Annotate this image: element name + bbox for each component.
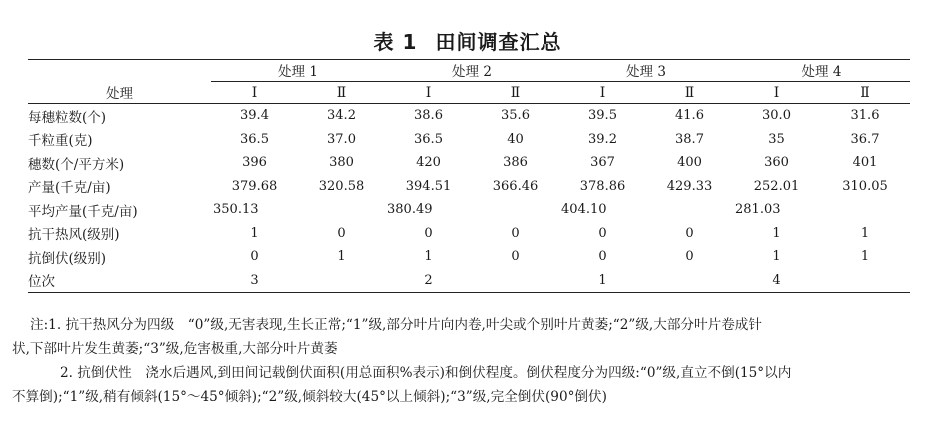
table-cell: 320.58 [318, 178, 365, 194]
table-cell: 366.46 [492, 178, 539, 194]
table-cell: 310.05 [842, 178, 888, 194]
table-cell: 380 [329, 155, 354, 171]
table-cell: 0 [511, 225, 520, 241]
table-row [28, 104, 910, 128]
table-cell: 0 [424, 225, 433, 241]
subhead-cell: Ⅱ [510, 84, 521, 101]
table-cell: 31.6 [850, 108, 880, 124]
row-label: 平均产量(千克/亩) [28, 203, 138, 220]
subhead-cell: Ⅱ [336, 84, 347, 101]
subhead-cell: Ⅱ [860, 84, 870, 101]
table-cell: 380.49 [387, 202, 433, 218]
table-cell: 36.5 [414, 131, 443, 147]
group-header-1: 处理 1 [211, 60, 385, 82]
subhead-cell: Ⅱ [684, 84, 695, 101]
table-cell: 38.7 [675, 131, 704, 147]
row-label: 抗干热风(级别) [28, 227, 120, 244]
row-label: 位次 [28, 274, 55, 291]
table-cell: 429.33 [666, 178, 713, 194]
table-cell: 401 [852, 155, 878, 171]
table-cell [472, 269, 559, 293]
table-cell: 37.0 [327, 131, 356, 147]
table-cell: 1 [250, 225, 259, 241]
table-cell: 34.2 [327, 108, 356, 124]
subhead-cell: Ⅰ [251, 84, 258, 101]
group-header-4: 处理 4 [733, 60, 910, 82]
table-cell: 400 [677, 155, 702, 171]
table-cell: 1 [772, 225, 781, 241]
table-cell: 1 [860, 225, 870, 241]
row-label: 抗倒伏(级别) [28, 250, 107, 267]
group-header-2: 处理 2 [385, 60, 559, 82]
table-cell: 0 [598, 249, 607, 265]
table-cell: 404.10 [561, 202, 607, 218]
table-cell: 36.7 [850, 131, 880, 147]
table-cell: 281.03 [735, 202, 781, 218]
table-cell: 0 [598, 225, 607, 241]
table-cell: 252.01 [753, 178, 800, 194]
table-cell [472, 198, 559, 222]
table-row [28, 151, 910, 175]
table-cell: 0 [250, 249, 259, 265]
table-cell: 1 [424, 249, 433, 265]
table-cell: 1 [337, 249, 346, 265]
table-cell: 35 [768, 131, 785, 147]
row-label: 千粒重(克) [28, 133, 93, 150]
table-cell: 396 [242, 155, 267, 171]
table-title-prefix: 表 [373, 30, 395, 54]
table-cell [298, 198, 385, 222]
table-cell [646, 198, 733, 222]
table-cell: 3 [250, 272, 259, 288]
row-label: 每穗粒数(个) [28, 109, 107, 126]
subhead-cell: Ⅰ [773, 84, 780, 101]
row-label: 穗数(个/平方米) [28, 156, 125, 173]
table-cell [820, 198, 910, 222]
table-cell: 35.6 [501, 108, 530, 124]
table-title-number: 1 [402, 30, 418, 54]
table-header-row-groups [28, 60, 910, 82]
table-row [28, 222, 910, 246]
group-header-3: 处理 3 [559, 60, 733, 82]
table-cell: 2 [424, 272, 433, 288]
table-cell [820, 269, 910, 293]
table-cell: 0 [685, 249, 694, 265]
table-cell [646, 269, 733, 293]
subhead-cell: Ⅰ [599, 84, 606, 101]
table-row [28, 175, 910, 199]
table-cell: 39.4 [240, 108, 269, 124]
table-row [28, 128, 910, 152]
note-2-line-1: 2. 抗倒伏性 浇水后遇风,到田间记载倒伏面积(用总面积%表示)和倒伏程度。倒伏程度分为四级:“0”级,直立不倒(15°以内 [60, 365, 792, 381]
table-cell: 379.68 [231, 178, 278, 194]
table-cell: 1 [598, 272, 607, 288]
survey-table [28, 59, 910, 293]
table-cell: 39.2 [588, 131, 617, 147]
table-cell: 41.6 [675, 108, 704, 124]
table-cell: 4 [772, 272, 781, 288]
table-cell: 386 [503, 155, 528, 171]
row-label: 产量(千克/亩) [28, 180, 111, 197]
table-cell: 39.5 [588, 108, 617, 124]
table-title [0, 26, 935, 55]
note-1-line-1: 注:1. 抗干热风分为四级 “0”级,无害表现,生长正常;“1”级,部分叶片向内卷,叶尖或个别叶片黄萎;“2”级,大部分叶片卷成针 [30, 317, 762, 333]
table-cell: 30.0 [762, 108, 791, 124]
table-row [28, 269, 910, 293]
table-cell: 367 [590, 155, 615, 171]
table-head-label: 处理 [28, 60, 211, 104]
table-cell: 40 [507, 131, 524, 147]
table-row [28, 245, 910, 269]
table-notes [12, 313, 927, 409]
table-cell: 394.51 [405, 178, 452, 194]
note-1-line-2: 状,下部叶片发生黄萎;“3”级,危害极重,大部分叶片黄萎 [12, 341, 338, 357]
table-cell: 378.86 [579, 178, 626, 194]
table-cell [298, 269, 385, 293]
table-cell: 38.6 [414, 108, 443, 124]
table-cell: 1 [772, 249, 781, 265]
subhead-cell: Ⅰ [425, 84, 432, 101]
table-cell: 0 [685, 225, 694, 241]
table-cell: 36.5 [240, 131, 269, 147]
table-title-text: 田间调查汇总 [435, 30, 562, 54]
table-cell: 360 [764, 155, 789, 171]
table-cell: 0 [511, 249, 520, 265]
table-cell: 350.13 [213, 202, 259, 218]
table-row [28, 198, 910, 222]
table-cell: 420 [416, 155, 441, 171]
note-2-line-2: 不算倒);“1”级,稍有倾斜(15°～45°倾斜);“2”级,倾斜较大(45°以上倾斜);“3”级,完全倒伏(90°倒伏) [12, 389, 607, 405]
table-cell: 1 [860, 249, 870, 265]
table-cell: 0 [337, 225, 346, 241]
